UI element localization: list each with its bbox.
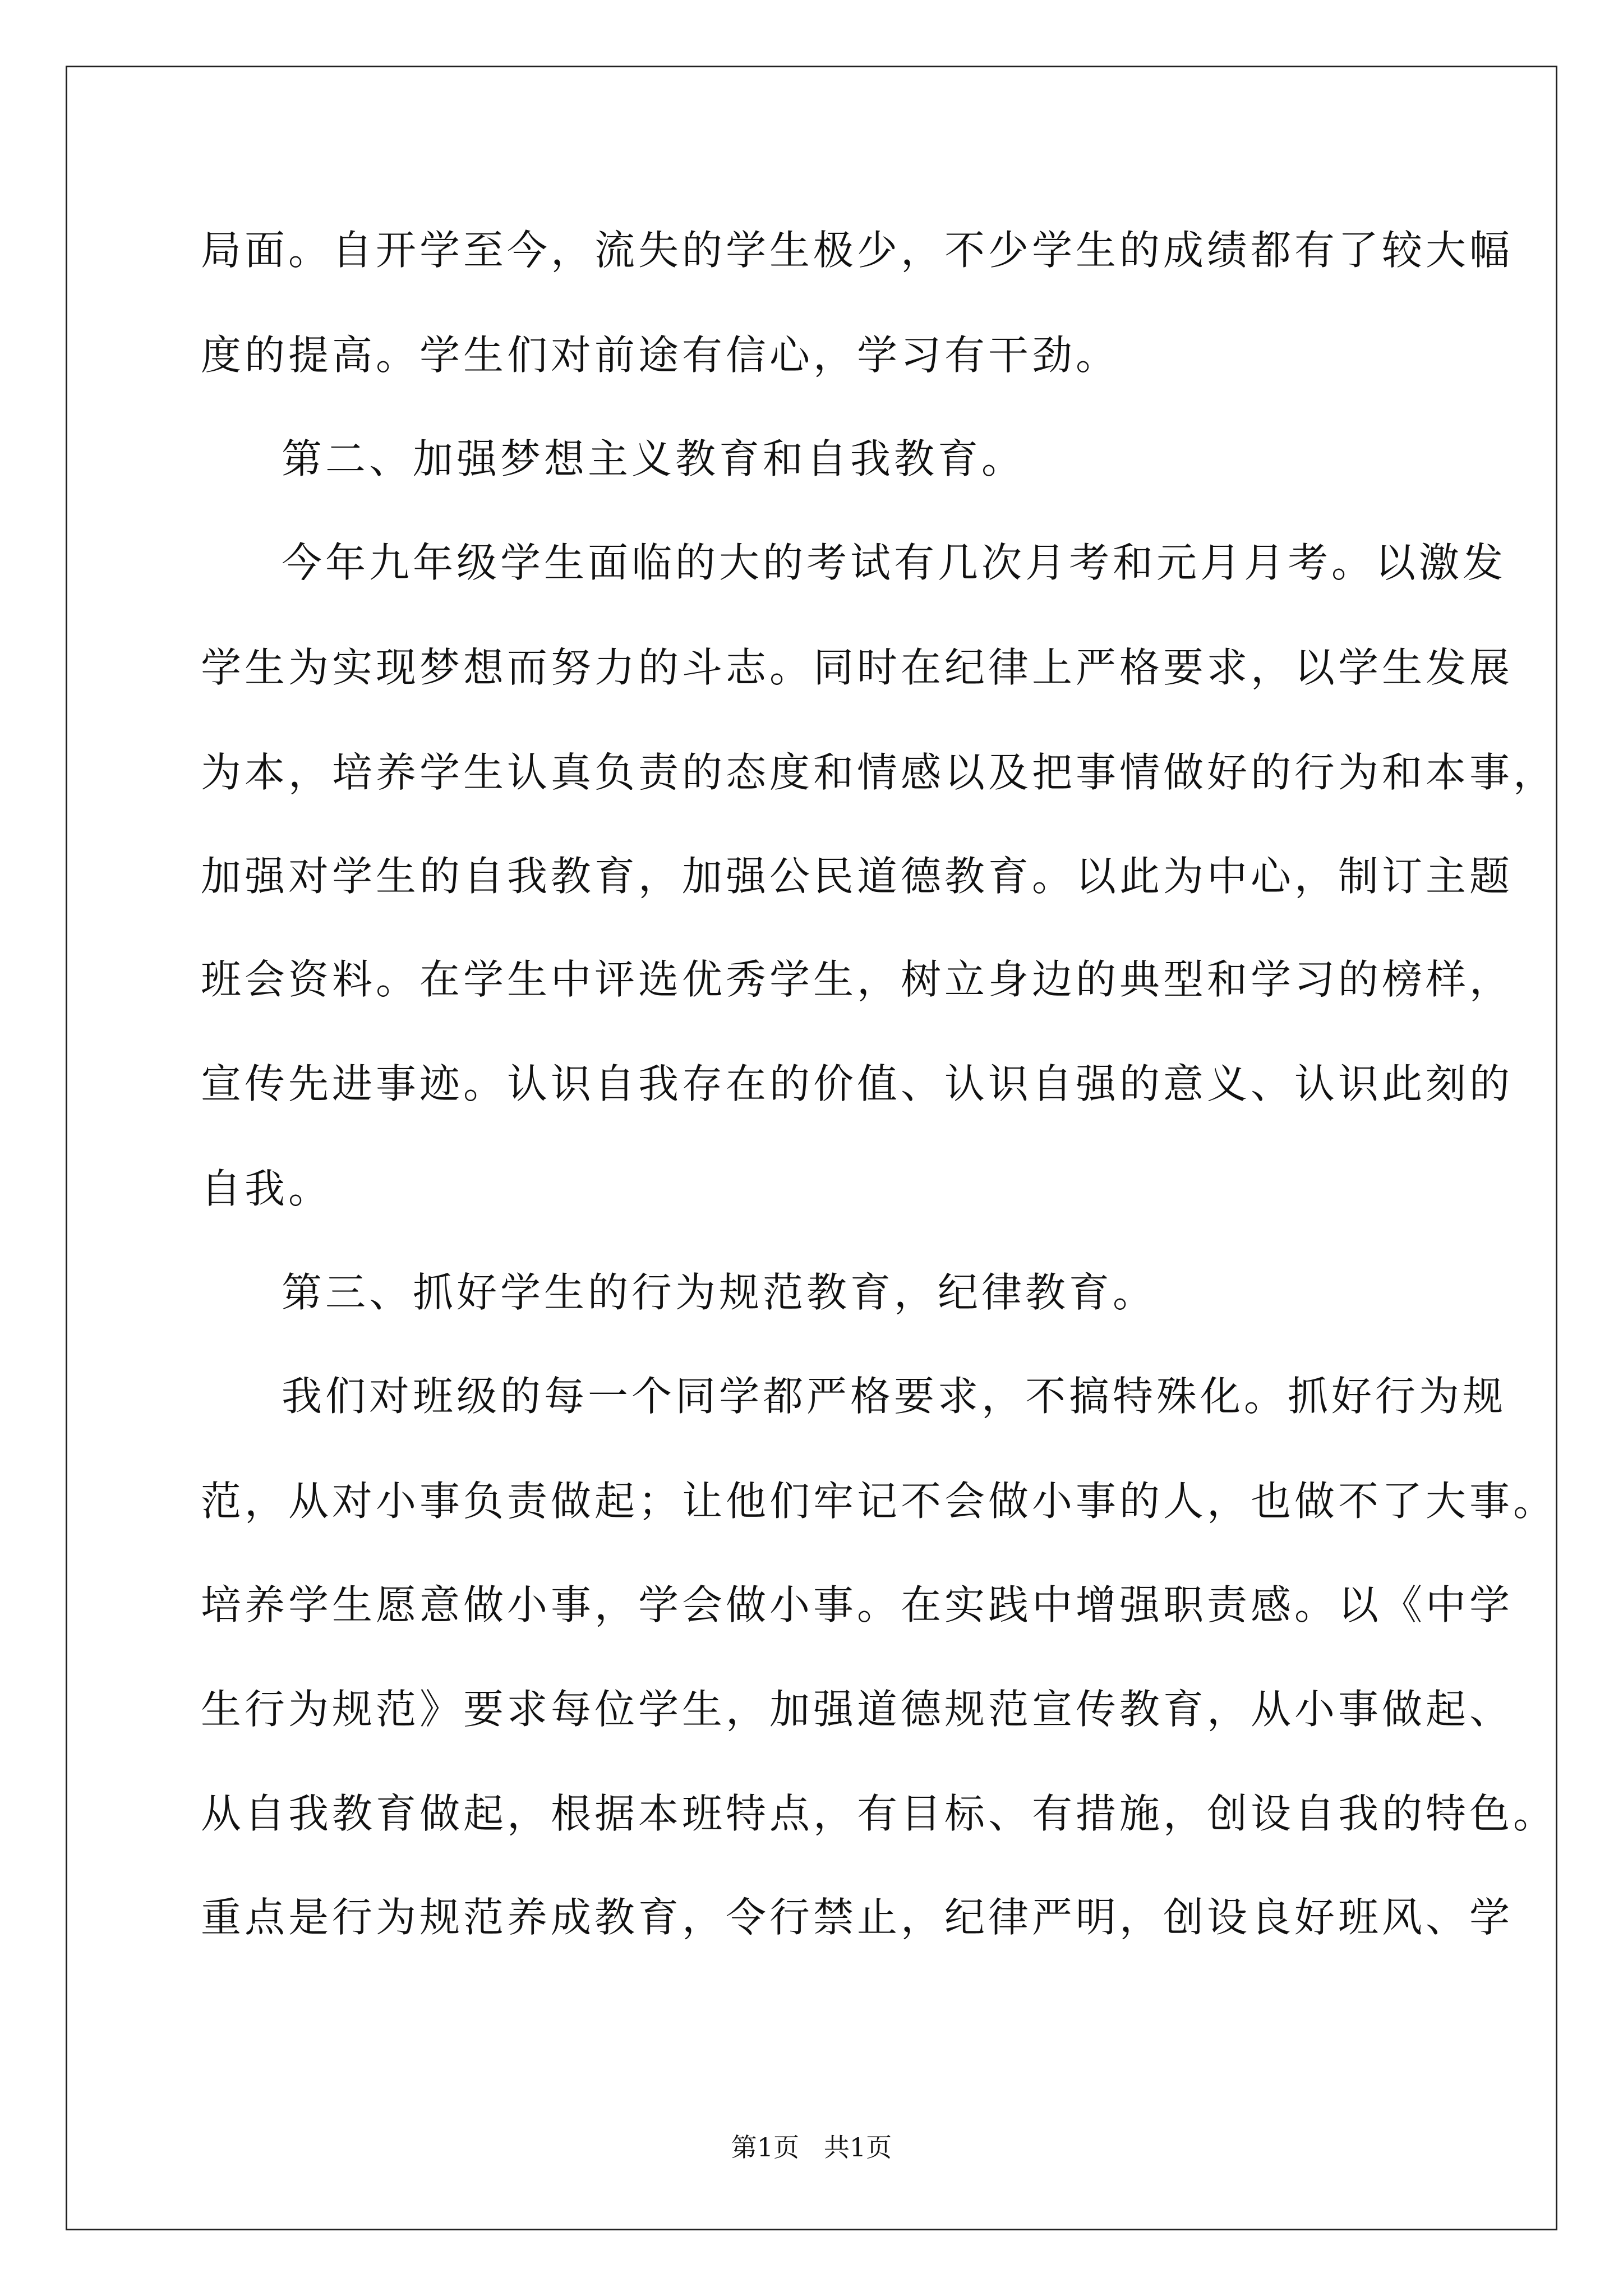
text-line: 为本，培养学生认真负责的态度和情感以及把事情做好的行为和本事， xyxy=(201,749,1557,796)
text-line: 度的提高。学生们对前途有信心，学习有干劲。 xyxy=(201,332,1120,379)
text-line: 生行为规范》要求每位学生，加强道德规范宣传教育，从小事做起、 xyxy=(201,1686,1514,1733)
text-line: 局面。自开学至今，流失的学生极少，不少学生的成绩都有了较大幅 xyxy=(201,227,1514,274)
text-line: 培养学生愿意做小事，学会做小事。在实践中增强职责感。以《中学 xyxy=(201,1581,1514,1628)
text-line: 范，从对小事负责做起；让他们牢记不会做小事的人，也做不了大事。 xyxy=(201,1478,1557,1525)
section-heading: 第二、加强梦想主义教育和自我教育。 xyxy=(282,435,1026,482)
text-line: 自我。 xyxy=(201,1165,333,1212)
text-line: 重点是行为规范养成教育，令行禁止，纪律严明，创设良好班风、学 xyxy=(201,1894,1514,1941)
text-line: 学生为实现梦想而努力的斗志。同时在纪律上严格要求，以学生发展 xyxy=(201,644,1514,691)
text-line: 我们对班级的每一个同学都严格要求，不搞特殊化。抓好行为规 xyxy=(282,1373,1507,1420)
text-line: 加强对学生的自我教育，加强公民道德教育。以此为中心，制订主题 xyxy=(201,853,1514,900)
text-line: 从自我教育做起，根据本班特点，有目标、有措施，创设自我的特色。 xyxy=(201,1790,1557,1837)
section-heading: 第三、抓好学生的行为规范教育，纪律教育。 xyxy=(282,1269,1157,1316)
text-line: 宣传先进事迹。认识自我存在的价值、认识自强的意义、认识此刻的 xyxy=(201,1060,1514,1107)
page-footer: 第1页 共1页 xyxy=(731,2132,892,2162)
text-line: 今年九年级学生面临的大的考试有几次月考和元月月考。以激发 xyxy=(282,539,1507,586)
text-line: 班会资料。在学生中评选优秀学生，树立身边的典型和学习的榜样， xyxy=(201,956,1514,1003)
